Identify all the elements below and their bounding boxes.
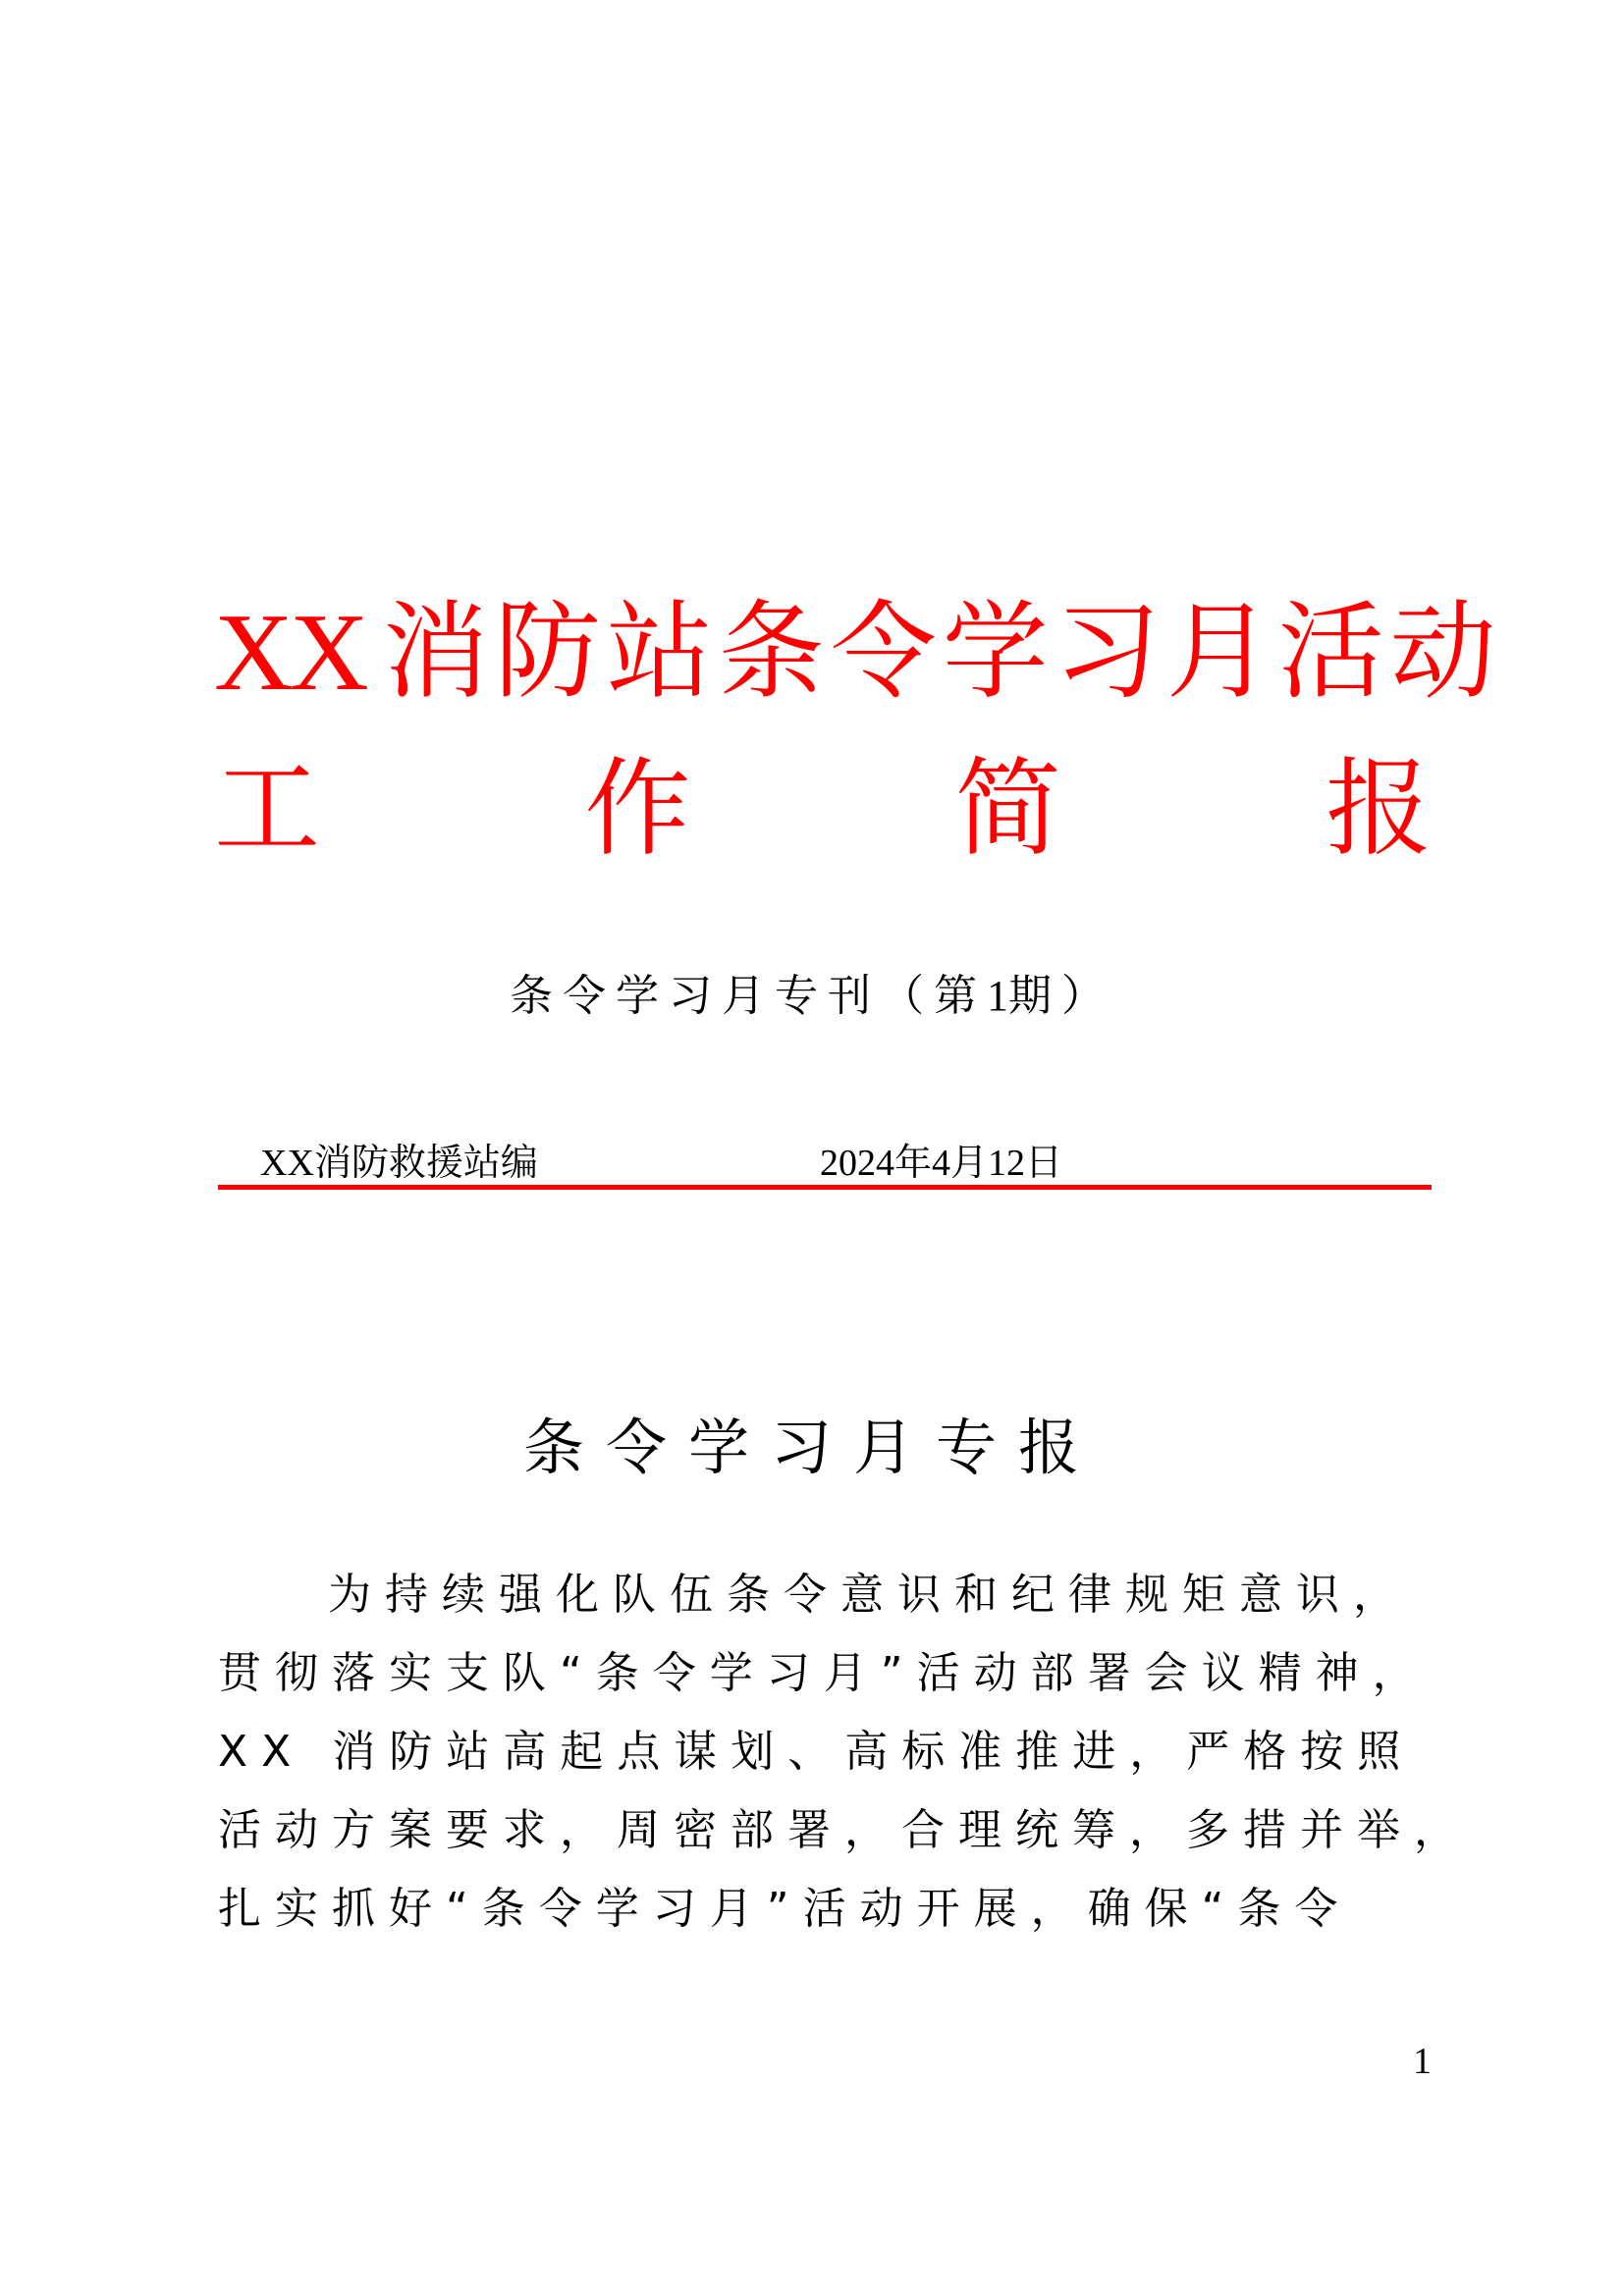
- body-line: 为持续强化队伍条令意识和纪律规矩意识，: [328, 1570, 1410, 1620]
- document-title-line-1: [214, 589, 1502, 717]
- body-line: 活动方案要求，周密部署，合理统筹，多措并举，: [218, 1805, 1471, 1855]
- body-line: 扎实抓好“条令学习月”活动开展，确保“条令: [218, 1884, 1352, 1934]
- body-line: XX 消防站高起点谋划、高标准推进，严格按照: [218, 1727, 1415, 1777]
- page-number: 1: [1413, 2041, 1432, 2082]
- issue-subtitle: [0, 967, 1624, 1026]
- editor-label: XX消防救援站编: [260, 1143, 538, 1184]
- title-main-text: 消防站条令学习月活动: [382, 591, 1502, 714]
- subtitle-suffix: 期）: [1008, 971, 1114, 1021]
- masthead-meta-row: [260, 1139, 1438, 1188]
- title-char-4: 报: [1325, 748, 1432, 871]
- body-paragraph: [218, 1556, 1471, 1949]
- body-line: 贯彻落实支队“条令学习月”活动部署会议精神，: [218, 1648, 1430, 1698]
- subtitle-text: 条令学习月专刊（第: [510, 971, 987, 1021]
- red-divider-rule: [218, 1185, 1432, 1190]
- document-title-line-2: [214, 746, 1432, 874]
- title-char-1: 工: [214, 748, 321, 871]
- issue-number: 1: [987, 972, 1008, 1020]
- title-char-3: 简: [954, 748, 1061, 871]
- section-heading: 条令学习月专报: [522, 1412, 1101, 1483]
- issue-date: 2024年4月12日: [820, 1143, 1063, 1184]
- title-prefix: XX: [214, 592, 365, 714]
- title-char-2: 作: [584, 748, 691, 871]
